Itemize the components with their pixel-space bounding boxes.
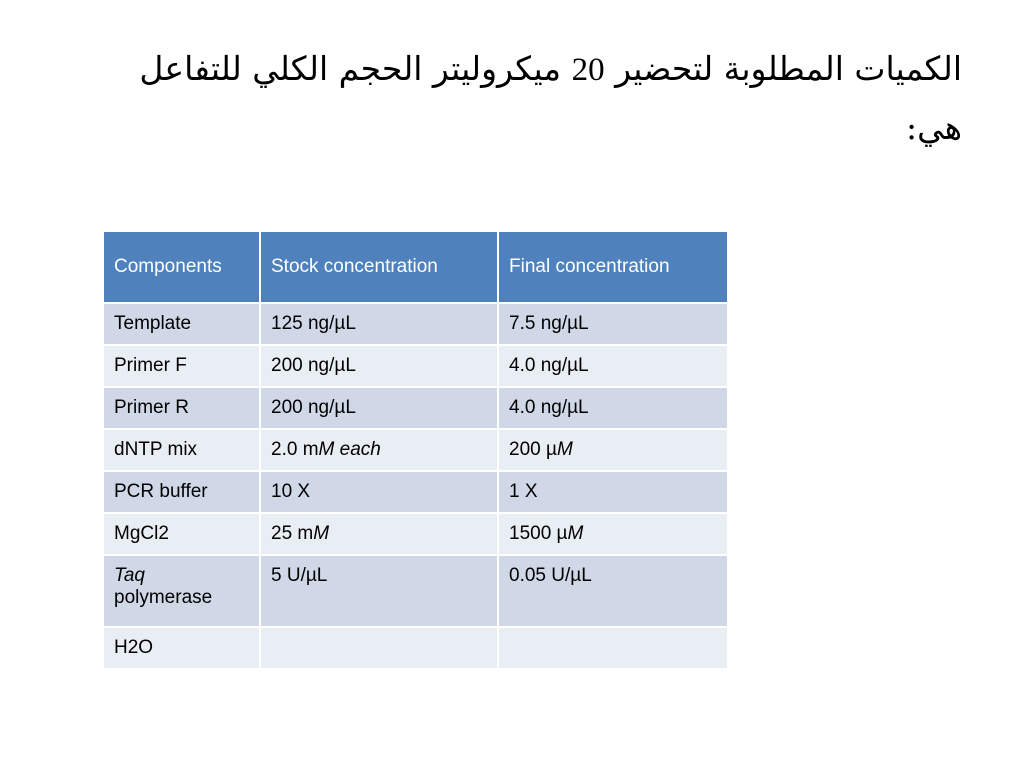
cell-final: 0.05 U/µL — [498, 555, 728, 627]
cell-final — [498, 627, 728, 669]
title-line-1 — [82, 40, 962, 99]
cell-component: Template — [103, 303, 260, 345]
header-stock-concentration: Stock concentration — [260, 231, 498, 303]
table-row — [103, 345, 728, 387]
stock-prefix: 25 m — [271, 523, 314, 544]
slide-title — [82, 40, 962, 157]
cell-stock: 200 ng/µL — [260, 387, 498, 429]
table-row — [103, 513, 728, 555]
cell-component: dNTP mix — [103, 429, 260, 471]
component-rest: polymerase — [114, 587, 213, 608]
stock-italic: M each — [318, 439, 381, 460]
cell-stock: 125 ng/µL — [260, 303, 498, 345]
table-row — [103, 555, 728, 627]
cell-component: Primer F — [103, 345, 260, 387]
final-prefix: 200 µ — [509, 439, 557, 460]
table-row — [103, 627, 728, 669]
components-table — [102, 230, 729, 670]
cell-component: H2O — [103, 627, 260, 669]
table-header-row — [103, 231, 728, 303]
cell-final: 4.0 ng/µL — [498, 387, 728, 429]
title-line-2: هي: — [905, 108, 962, 147]
final-italic: M — [567, 523, 584, 544]
cell-stock — [260, 429, 498, 471]
cell-component: Primer R — [103, 387, 260, 429]
final-italic: M — [556, 439, 573, 460]
cell-stock: 200 ng/µL — [260, 345, 498, 387]
component-italic: Taq — [114, 565, 145, 586]
title-number: 20 — [571, 52, 605, 88]
header-components: Components — [103, 231, 260, 303]
cell-final — [498, 513, 728, 555]
table-row — [103, 387, 728, 429]
cell-component: PCR buffer — [103, 471, 260, 513]
cell-final: 4.0 ng/µL — [498, 345, 728, 387]
table-row — [103, 429, 728, 471]
cell-stock: 10 X — [260, 471, 498, 513]
cell-component — [103, 555, 260, 627]
title-text-after: ميكروليتر الحجم الكلي للتفاعل — [139, 49, 562, 88]
final-prefix: 1500 µ — [509, 523, 568, 544]
cell-final — [498, 429, 728, 471]
stock-italic: M — [313, 523, 330, 544]
cell-stock — [260, 627, 498, 669]
cell-final: 7.5 ng/µL — [498, 303, 728, 345]
stock-prefix: 2.0 m — [271, 439, 319, 460]
table-row — [103, 471, 728, 513]
table-row — [103, 303, 728, 345]
cell-component: MgCl2 — [103, 513, 260, 555]
cell-stock: 5 U/µL — [260, 555, 498, 627]
header-final-concentration: Final concentration — [498, 231, 728, 303]
cell-stock — [260, 513, 498, 555]
cell-final: 1 X — [498, 471, 728, 513]
title-text-before: الكميات المطلوبة لتحضير — [615, 49, 962, 88]
